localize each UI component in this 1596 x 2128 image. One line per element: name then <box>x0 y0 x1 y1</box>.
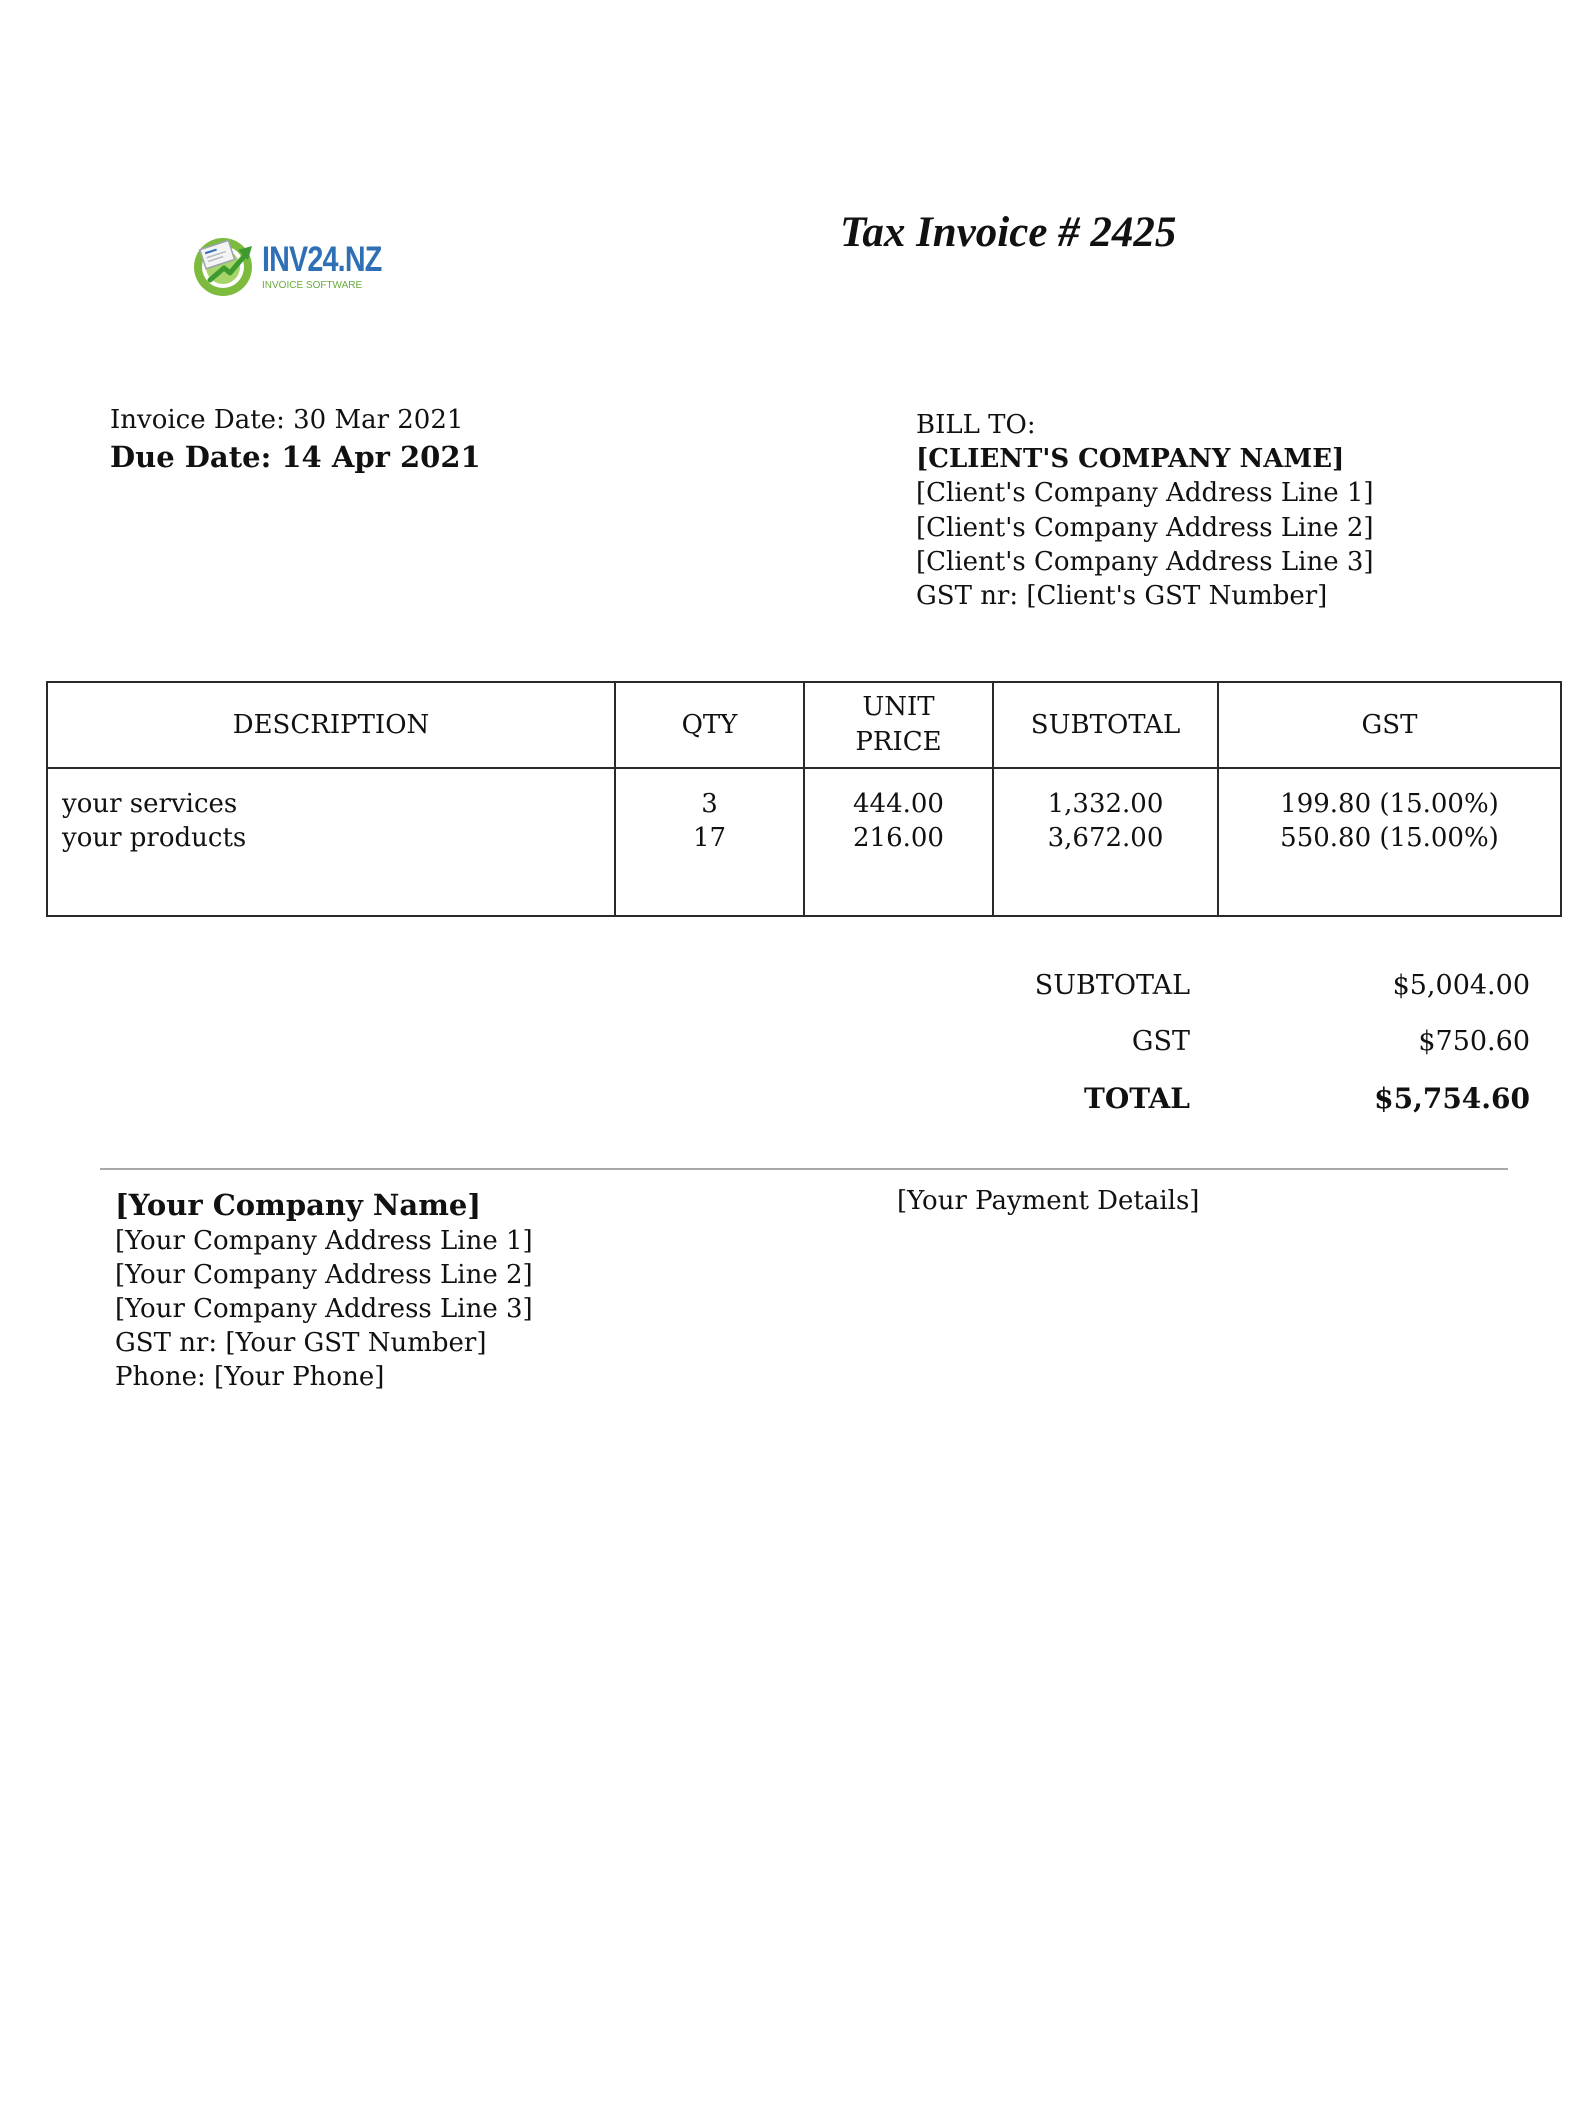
company-phone: Phone: [Your Phone] <box>115 1362 385 1392</box>
row-gst: 199.80 (15.00%) <box>1280 789 1499 819</box>
subtotal-label: SUBTOTAL <box>1034 970 1190 1001</box>
subtotal-cell <box>993 768 1218 916</box>
client-address-line-3: [Client's Company Address Line 3] <box>916 546 1374 577</box>
gst-cell <box>1218 768 1561 916</box>
row-unit-price: 444.00 <box>853 789 944 819</box>
subtotal-row <box>980 970 1530 1026</box>
total-value: $5,754.60 <box>1374 1082 1530 1115</box>
totals-block <box>980 970 1530 1138</box>
company-logo <box>190 230 390 302</box>
company-address-line-3: [Your Company Address Line 3] <box>115 1294 533 1324</box>
row-description: your products <box>62 823 247 853</box>
row-gst: 550.80 (15.00%) <box>1280 823 1499 853</box>
logo-tagline: INVOICE SOFTWARE <box>262 280 363 291</box>
table-row <box>47 768 1561 916</box>
company-address-line-2: [Your Company Address Line 2] <box>115 1260 533 1290</box>
footer-divider <box>100 1168 1508 1170</box>
row-qty: 3 <box>701 789 718 819</box>
company-name: [Your Company Name] <box>115 1188 482 1222</box>
line-items-table <box>46 681 1562 917</box>
logo-emblem-icon <box>190 230 260 300</box>
gst-row <box>980 1026 1530 1082</box>
unit-price-cell <box>804 768 993 916</box>
company-block <box>115 1186 533 1394</box>
invoice-date: Invoice Date: 30 Mar 2021 <box>110 405 464 435</box>
bill-to-block <box>916 408 1374 613</box>
row-unit-price: 216.00 <box>853 823 944 853</box>
due-date: Due Date: 14 Apr 2021 <box>110 440 481 474</box>
description-cell <box>47 768 615 916</box>
qty-cell <box>615 768 804 916</box>
gst-label: GST <box>1131 1026 1190 1057</box>
bill-to-heading: BILL TO: <box>916 410 1036 440</box>
company-gst-number: GST nr: [Your GST Number] <box>115 1328 487 1358</box>
header-subtotal: SUBTOTAL <box>993 682 1218 768</box>
header-unit-price <box>804 682 993 768</box>
table-header-row <box>47 682 1561 768</box>
total-label: TOTAL <box>1084 1082 1190 1115</box>
invoice-title: Tax Invoice # 2425 <box>840 209 1177 256</box>
client-gst-number: GST nr: [Client's GST Number] <box>916 581 1328 612</box>
payment-details: [Your Payment Details] <box>897 1186 1200 1216</box>
logo-name: INV24.NZ <box>262 240 382 279</box>
header-unit-price-line-1: UNIT <box>862 692 935 722</box>
client-address-line-2: [Client's Company Address Line 2] <box>916 512 1374 543</box>
client-company-name: [CLIENT'S COMPANY NAME] <box>916 444 1345 475</box>
header-description: DESCRIPTION <box>47 682 615 768</box>
total-row <box>980 1082 1530 1138</box>
client-address-line-1: [Client's Company Address Line 1] <box>916 478 1374 509</box>
row-description: your services <box>62 789 238 819</box>
header-unit-price-line-2: PRICE <box>855 727 942 757</box>
subtotal-value: $5,004.00 <box>1392 970 1530 1001</box>
row-subtotal: 3,672.00 <box>1047 823 1164 853</box>
row-qty: 17 <box>692 823 727 853</box>
company-address-line-1: [Your Company Address Line 1] <box>115 1226 533 1256</box>
header-gst: GST <box>1218 682 1561 768</box>
header-qty: QTY <box>615 682 804 768</box>
row-subtotal: 1,332.00 <box>1047 789 1164 819</box>
gst-value: $750.60 <box>1418 1026 1530 1057</box>
